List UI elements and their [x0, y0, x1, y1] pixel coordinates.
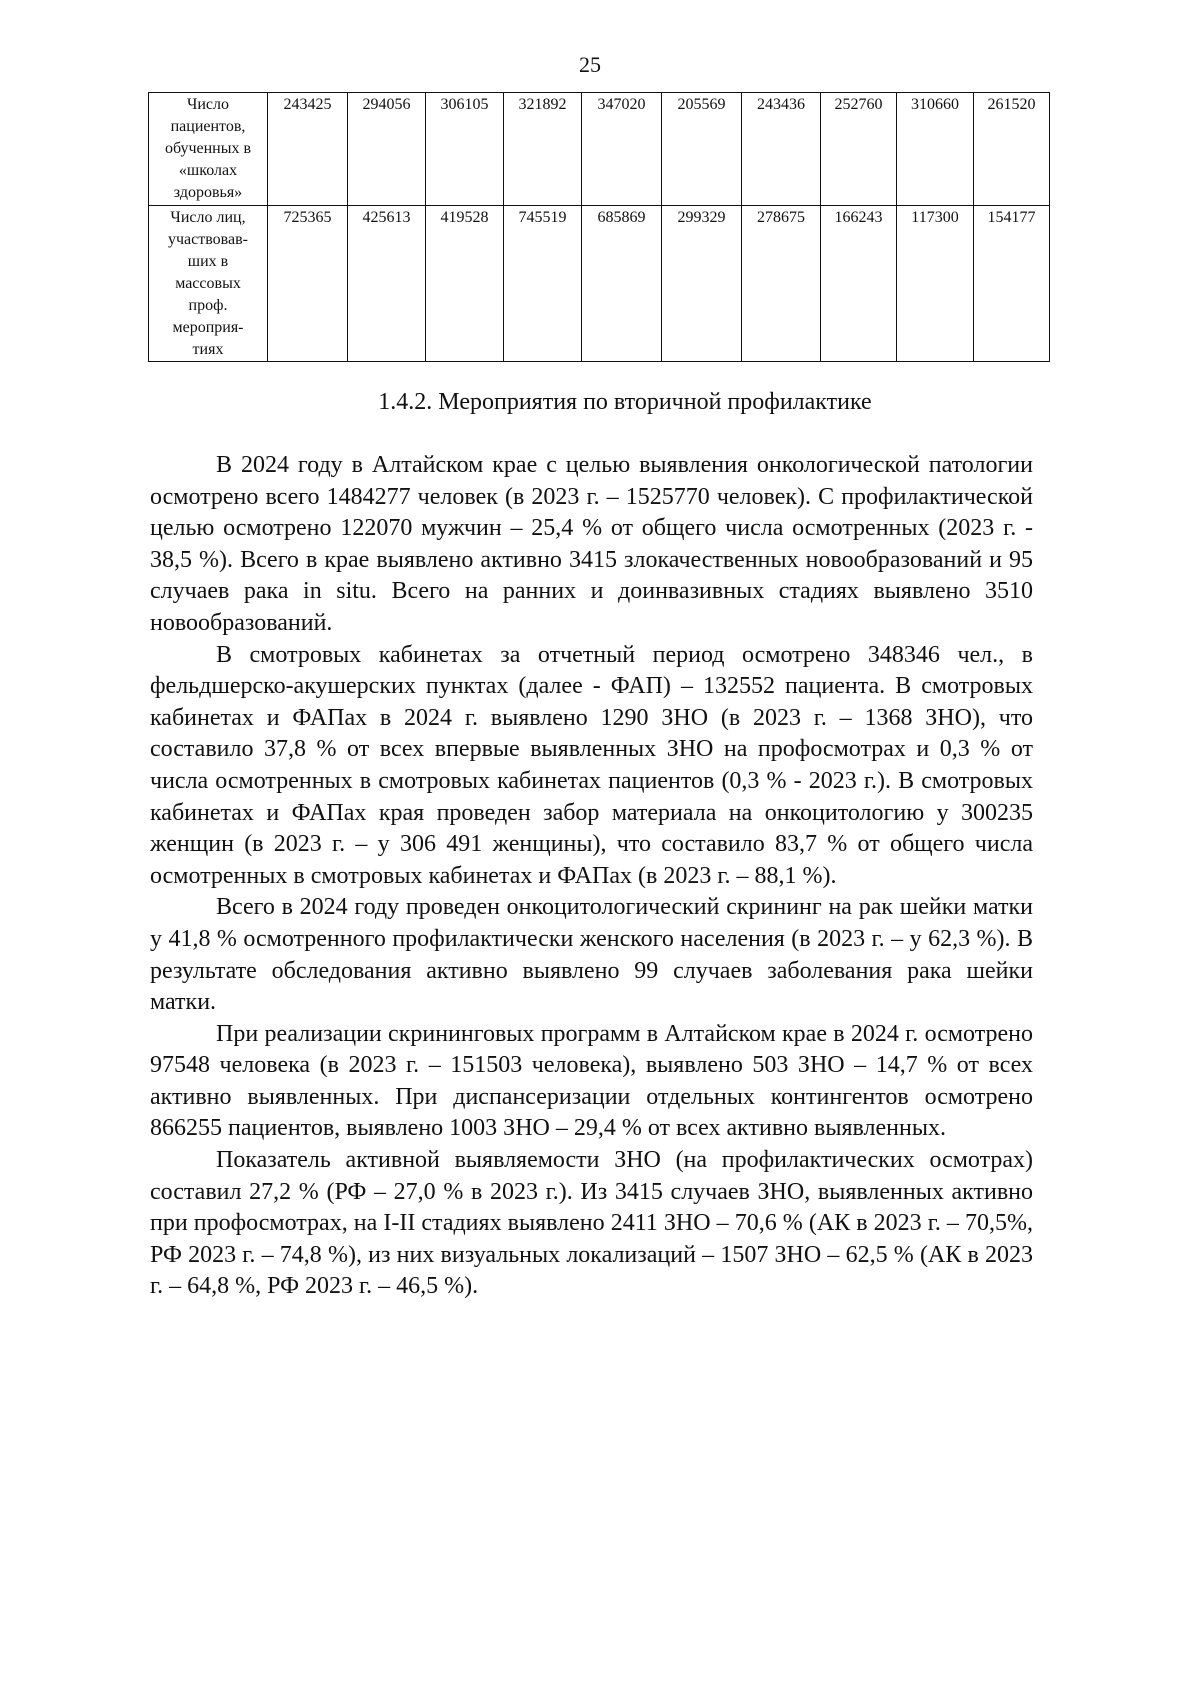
- table-cell: 745519: [504, 206, 582, 362]
- page-number: 25: [579, 52, 601, 77]
- paragraph: В смотровых кабинетах за отчетный период осмотрено 348346 чел., в фельдшерско-акушерских пунктах (далее - ФАП) – 132552 пациента. В смотровых кабинетах и ФАПах в 2024 г. выявлено 1290 ЗНО (в 2023 г. – 1368 ЗНО), что составило 37,8 % от всех впервые выявленных ЗНО на профосмотрах и 0,3 % от числа осмотренных в смотровых кабинетах пациентов (0,3 % - 2023 г.). В смотровых кабинетах и ФАПах края проведен забор материала на онкоцитологию у 300235 женщин (в 2023 г. – у 306 491 женщины), что составило 83,7 % от общего числа осмотренных в смотровых кабинетах и ФАПах (в 2023 г. – 88,1 %).: [150, 641, 1033, 889]
- table-cell: 725365: [268, 206, 348, 362]
- section-heading: 1.4.2. Мероприятия по вторичной профилактике: [378, 389, 872, 415]
- table-cell: 321892: [504, 93, 582, 206]
- paragraph: Всего в 2024 году проведен онкоцитологический скрининг на рак шейки матки у 41,8 % осмотренного профилактически женского населения (в 2023 г. – у 62,3 %). В результате обследования активно выявлено 99 случаев заболевания рака шейки матки.: [150, 894, 1033, 1016]
- table-cell: 205569: [662, 93, 742, 206]
- table-cell: 425613: [348, 206, 426, 362]
- table-cell: 310660: [897, 93, 974, 206]
- table-cell: 278675: [742, 206, 821, 362]
- table-cell: 243436: [742, 93, 821, 206]
- table-cell: 294056: [348, 93, 426, 206]
- table-cell: 299329: [662, 206, 742, 362]
- table-cell: 166243: [821, 206, 897, 362]
- table-cell: 347020: [582, 93, 662, 206]
- table-row: [149, 93, 1050, 206]
- row-label: Число пациентов, обученных в «школах здоровья»: [149, 93, 268, 206]
- table-cell: 261520: [974, 93, 1050, 206]
- statistics-table: [148, 92, 1050, 362]
- paragraph: При реализации скрининговых программ в Алтайском крае в 2024 г. осмотрено 97548 человека (в 2023 г. – 151503 человека), выявлено 503 ЗНО – 14,7 % от всех активно выявленных. При диспансеризации отдельных контингентов осмотрено 866255 пациентов, выявлено 1003 ЗНО – 29,4 % от всех активно выявленных.: [150, 1020, 1033, 1142]
- table-cell: 685869: [582, 206, 662, 362]
- table-cell: 117300: [897, 206, 974, 362]
- table-cell: 252760: [821, 93, 897, 206]
- table-cell: 154177: [974, 206, 1050, 362]
- section-body: [150, 450, 1033, 1303]
- table-row: [149, 206, 1050, 362]
- table-cell: 419528: [426, 206, 504, 362]
- table-cell: 243425: [268, 93, 348, 206]
- table-cell: 306105: [426, 93, 504, 206]
- paragraph: Показатель активной выявляемости ЗНО (на профилактических осмотрах) составил 27,2 % (РФ – 27,0 % в 2023 г.). Из 3415 случаев ЗНО, выявленных активно при профосмотрах, на I-II стадиях выявлено 2411 ЗНО – 70,6 % (АК в 2023 г. – 70,5%, РФ 2023 г. – 74,8 %), из них визуальных локализаций – 1507 ЗНО – 62,5 % (АК в 2023 г. – 64,8 %, РФ 2023 г. – 46,5 %).: [150, 1147, 1033, 1300]
- row-label: Число лиц, участвовав- ших в массовых проф. мероприя- тиях: [149, 206, 268, 362]
- paragraph: В 2024 году в Алтайском крае с целью выявления онкологической патологии осмотрено всего 1484277 человек (в 2023 г. – 1525770 человек). С профилактической целью осмотрено 122070 мужчин – 25,4 % от общего числа осмотренных (2023 г. - 38,5 %). Всего в крае выявлено активно 3415 злокачественных новообразований и 95 случаев рака in situ. Всего на ранних и доинвазивных стадиях выявлено 3510 новообразований.: [150, 452, 1033, 636]
